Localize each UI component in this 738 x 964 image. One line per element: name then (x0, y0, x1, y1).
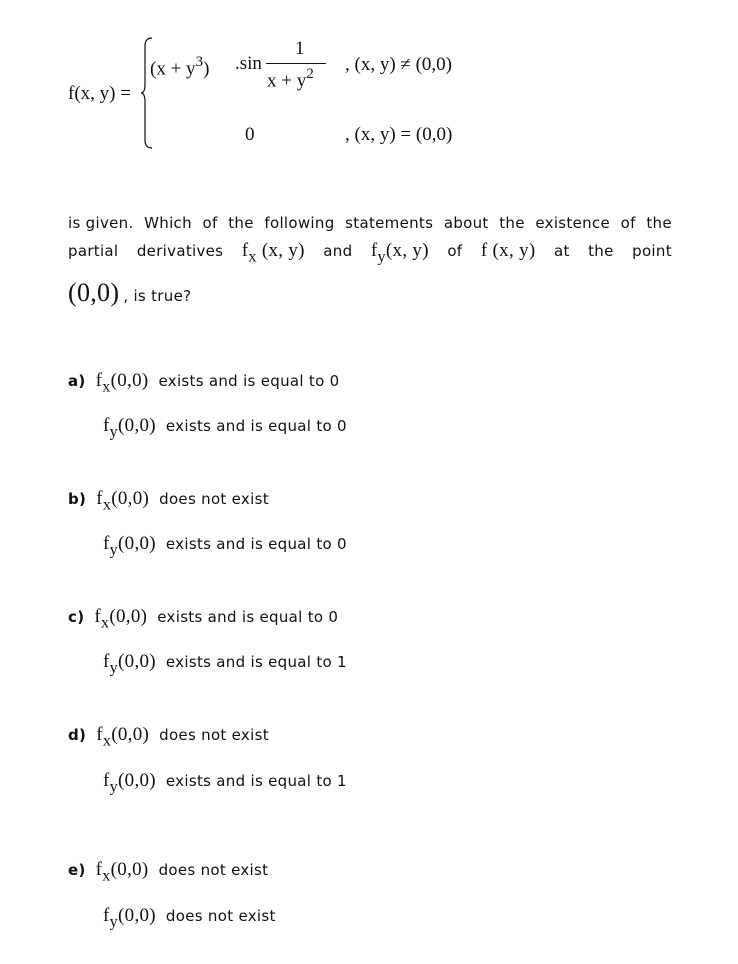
case1-factor: $(x + y^3)$ (150, 53, 210, 80)
question-tail: , is true? (123, 287, 192, 305)
question-word: of (447, 242, 463, 260)
option-letter: b) (68, 490, 87, 508)
option-letter: e) (68, 861, 86, 879)
question-word: partial (68, 242, 119, 260)
fraction-numerator: 1 (295, 38, 305, 59)
function-lhs: f(x, y) = (68, 83, 131, 104)
question-word: Which (144, 214, 192, 232)
option-e-line2 (103, 905, 276, 932)
option-statement: does not exist (159, 726, 269, 744)
partial-derivative: $f_x(0,0)$ (95, 370, 149, 396)
option-letter: c) (68, 608, 85, 626)
partial-derivative: $f_y(0,0)$ (103, 651, 156, 677)
case-nonzero (150, 36, 510, 96)
option-statement: does not exist (158, 861, 269, 879)
partial-derivative: $f_x(0,0)$ (96, 488, 150, 514)
option-statement: does not exist (165, 907, 276, 925)
question-word: derivatives (136, 242, 224, 260)
question-word: of (202, 214, 218, 232)
partial-derivative: $f_x(0,0)$ (96, 724, 150, 750)
case2-condition: , (x, y) = (0,0) (345, 124, 453, 145)
option-letter: d) (68, 726, 87, 744)
question-word: and (323, 242, 353, 260)
partial-derivative: $f_x(0,0)$ (95, 859, 149, 885)
option-c-line2 (103, 651, 347, 678)
option-b-line1[interactable] (68, 488, 269, 515)
question-word: at (553, 242, 570, 260)
fx-expression: $f_x$ (x, y) (241, 240, 305, 266)
question-word: the (499, 214, 525, 232)
question-word: about (443, 214, 489, 232)
option-statement: exists and is equal to 0 (158, 372, 340, 390)
option-statement: exists and is equal to 0 (165, 535, 347, 553)
question-word: the (646, 214, 672, 232)
sin-label: .sin (235, 53, 262, 74)
question-word: the (588, 242, 614, 260)
partial-derivative: $f_x(0,0)$ (94, 606, 148, 632)
partial-derivative: $f_y(0,0)$ (103, 770, 156, 796)
question-word: the (228, 214, 254, 232)
option-a-line1[interactable] (68, 370, 339, 397)
question-word: statements (345, 214, 434, 232)
question-word: following (264, 214, 335, 232)
question-line-3 (68, 278, 191, 308)
partial-derivative: $f_y(0,0)$ (103, 533, 156, 559)
partial-derivative: $f_y(0,0)$ (103, 415, 156, 441)
point-expression: (0,0) (68, 278, 120, 307)
case1-condition: , (x, y) ≠ (0,0) (345, 54, 452, 75)
question-word: is given. (68, 214, 134, 232)
question-line-2 (68, 240, 672, 267)
option-e-line1[interactable] (68, 859, 268, 886)
question-line-1 (68, 214, 672, 232)
option-statement: exists and is equal to 0 (157, 608, 339, 626)
fy-expression: $f_y(x$, y) (370, 240, 429, 266)
case2-value: 0 (245, 124, 255, 145)
option-statement: exists and is equal to 1 (165, 653, 347, 671)
option-c-line1[interactable] (68, 606, 338, 633)
fraction-denominator: $x + y^2$ (267, 65, 314, 92)
question-word: existence (535, 214, 611, 232)
option-b-line2 (103, 533, 347, 560)
f-expression: f (x, y) (480, 240, 536, 261)
option-a-line2 (103, 415, 347, 442)
option-statement: exists and is equal to 1 (165, 772, 347, 790)
option-d-line1[interactable] (68, 724, 269, 751)
option-d-line2 (103, 770, 347, 797)
question-word: point (632, 242, 672, 260)
fraction-bar (266, 63, 326, 64)
option-statement: does not exist (159, 490, 269, 508)
option-letter: a) (68, 372, 86, 390)
option-statement: exists and is equal to 0 (165, 417, 347, 435)
partial-derivative: $f_y(0,0)$ (103, 905, 156, 931)
question-word: of (620, 214, 636, 232)
